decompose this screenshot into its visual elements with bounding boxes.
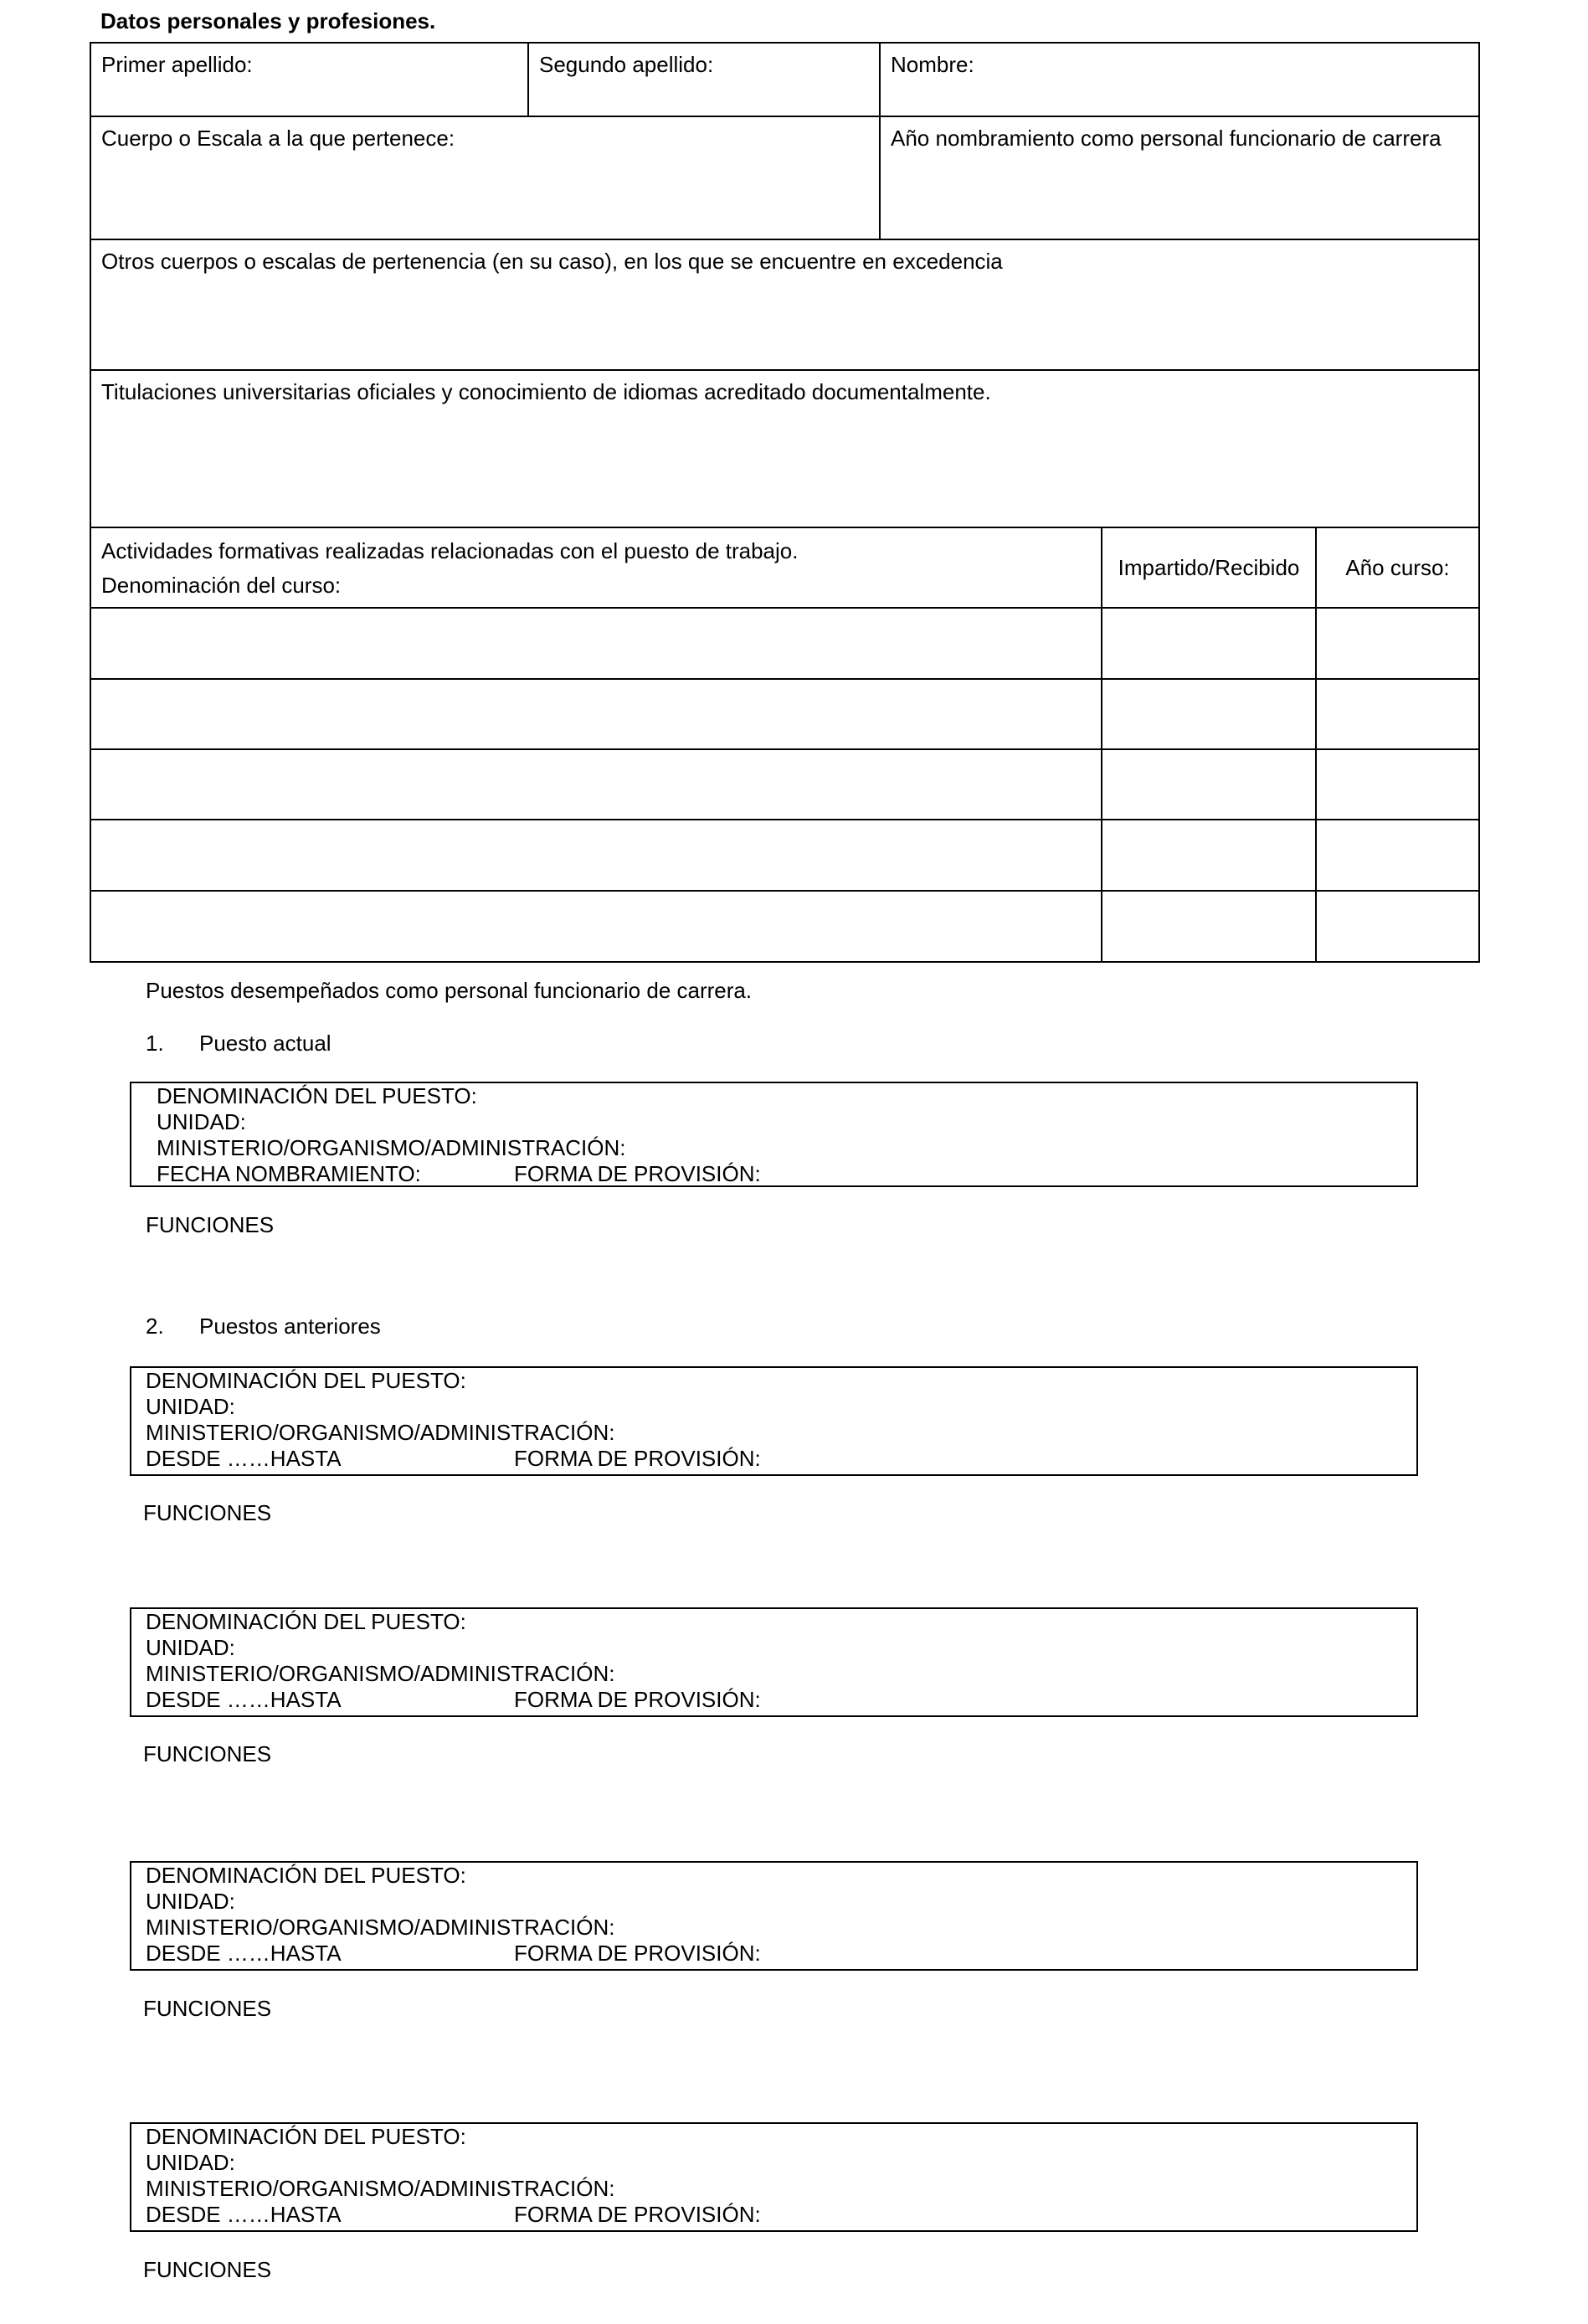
puestos-title: Puestos desempeñados como personal funcionario de carrera. <box>146 978 753 1003</box>
denominacion-label: DENOMINACIÓN DEL PUESTO: <box>146 1609 466 1634</box>
desde-hasta-label: DESDE ……HASTA <box>146 2202 342 2227</box>
anio-cell[interactable] <box>1316 891 1479 962</box>
table-row <box>90 820 1479 891</box>
ministerio-label: MINISTERIO/ORGANISMO/ADMINISTRACIÓN: <box>146 1915 615 1940</box>
curso-cell[interactable] <box>90 679 1102 749</box>
puesto-anterior-box[interactable] <box>130 1861 1418 1971</box>
personal-data-table <box>90 42 1480 528</box>
curso-cell[interactable] <box>90 608 1102 679</box>
anio-cell[interactable] <box>1316 679 1479 749</box>
denominacion-label: DENOMINACIÓN DEL PUESTO: <box>157 1083 477 1108</box>
table-row <box>90 679 1479 749</box>
cuerpo-label: Cuerpo o Escala a la que pertenece: <box>101 126 455 151</box>
curso-cell[interactable] <box>90 749 1102 820</box>
puesto-actual-heading <box>146 1031 331 1057</box>
anio-cell[interactable] <box>1316 608 1479 679</box>
otros-cuerpos-field[interactable] <box>90 239 1479 370</box>
puesto-anterior-box[interactable] <box>130 1607 1418 1717</box>
anio-nombramiento-field[interactable] <box>880 116 1479 239</box>
desde-hasta-label: DESDE ……HASTA <box>146 1941 342 1966</box>
impartido-cell[interactable] <box>1102 891 1316 962</box>
form-heading: Datos personales y profesiones. <box>100 8 436 33</box>
formacion-header <box>90 527 1102 608</box>
fecha-nombramiento-label: FECHA NOMBRAMIENTO: <box>157 1161 421 1186</box>
ministerio-label: MINISTERIO/ORGANISMO/ADMINISTRACIÓN: <box>146 2176 615 2201</box>
anio-curso-header: Año curso: <box>1316 527 1479 608</box>
puesto-anterior-box[interactable] <box>130 1366 1418 1476</box>
ministerio-label: MINISTERIO/ORGANISMO/ADMINISTRACIÓN: <box>157 1135 626 1160</box>
unidad-label: UNIDAD: <box>146 1889 235 1914</box>
desde-hasta-label: DESDE ……HASTA <box>146 1446 342 1471</box>
ministerio-label: MINISTERIO/ORGANISMO/ADMINISTRACIÓN: <box>146 1661 615 1686</box>
curso-cell[interactable] <box>90 891 1102 962</box>
funciones-label: FUNCIONES <box>143 1741 272 1766</box>
formacion-title: Actividades formativas realizadas relacionadas con el puesto de trabajo. <box>101 538 799 563</box>
segundo-apellido-field[interactable] <box>528 43 880 116</box>
funciones-label: FUNCIONES <box>143 1996 272 2021</box>
curso-cell[interactable] <box>90 820 1102 891</box>
nombre-label: Nombre: <box>891 52 974 77</box>
impartido-cell[interactable] <box>1102 679 1316 749</box>
puestos-anteriores-number: 2. <box>146 1314 164 1339</box>
unidad-label: UNIDAD: <box>146 2150 235 2175</box>
puesto-actual-box[interactable] <box>130 1082 1418 1187</box>
puesto-actual-label: Puesto actual <box>199 1031 331 1056</box>
denominacion-label: DENOMINACIÓN DEL PUESTO: <box>146 1863 466 1888</box>
segundo-apellido-label: Segundo apellido: <box>539 52 714 77</box>
funciones-label: FUNCIONES <box>143 1500 272 1525</box>
denominacion-label: DENOMINACIÓN DEL PUESTO: <box>146 2124 466 2149</box>
table-row <box>90 891 1479 962</box>
puestos-anteriores-heading <box>146 1314 381 1339</box>
funciones-label: FUNCIONES <box>146 1212 275 1237</box>
anio-cell[interactable] <box>1316 749 1479 820</box>
forma-provision-label: FORMA DE PROVISIÓN: <box>514 1446 761 1471</box>
impartido-header: Impartido/Recibido <box>1102 527 1316 608</box>
table-row <box>90 608 1479 679</box>
impartido-cell[interactable] <box>1102 749 1316 820</box>
forma-provision-label: FORMA DE PROVISIÓN: <box>514 1161 761 1186</box>
denominacion-label: DENOMINACIÓN DEL PUESTO: <box>146 1368 466 1393</box>
forma-provision-label: FORMA DE PROVISIÓN: <box>514 1687 761 1712</box>
cuerpo-field[interactable] <box>90 116 880 239</box>
anio-nombramiento-label: Año nombramiento como personal funcionario de carrera <box>891 126 1442 151</box>
primer-apellido-field[interactable] <box>90 43 528 116</box>
unidad-label: UNIDAD: <box>146 1635 235 1660</box>
primer-apellido-label: Primer apellido: <box>101 52 253 77</box>
unidad-label: UNIDAD: <box>146 1394 235 1419</box>
formacion-table <box>90 527 1480 963</box>
anio-cell[interactable] <box>1316 820 1479 891</box>
impartido-cell[interactable] <box>1102 608 1316 679</box>
forma-provision-label: FORMA DE PROVISIÓN: <box>514 2202 761 2227</box>
ministerio-label: MINISTERIO/ORGANISMO/ADMINISTRACIÓN: <box>146 1420 615 1445</box>
table-row <box>90 749 1479 820</box>
otros-cuerpos-label: Otros cuerpos o escalas de pertenencia (en su caso), en los que se encuentre en excedencia <box>101 249 1003 274</box>
unidad-label: UNIDAD: <box>157 1109 246 1134</box>
puestos-anteriores-label: Puestos anteriores <box>199 1314 381 1339</box>
funciones-label: FUNCIONES <box>143 2257 272 2282</box>
puesto-actual-number: 1. <box>146 1031 164 1056</box>
titulaciones-label: Titulaciones universitarias oficiales y conocimiento de idiomas acreditado documentalmente. <box>101 379 991 404</box>
denominacion-curso-label: Denominación del curso: <box>101 573 342 598</box>
impartido-cell[interactable] <box>1102 820 1316 891</box>
forma-provision-label: FORMA DE PROVISIÓN: <box>514 1941 761 1966</box>
puesto-anterior-box[interactable] <box>130 2122 1418 2232</box>
desde-hasta-label: DESDE ……HASTA <box>146 1687 342 1712</box>
nombre-field[interactable] <box>880 43 1479 116</box>
titulaciones-field[interactable] <box>90 370 1479 527</box>
